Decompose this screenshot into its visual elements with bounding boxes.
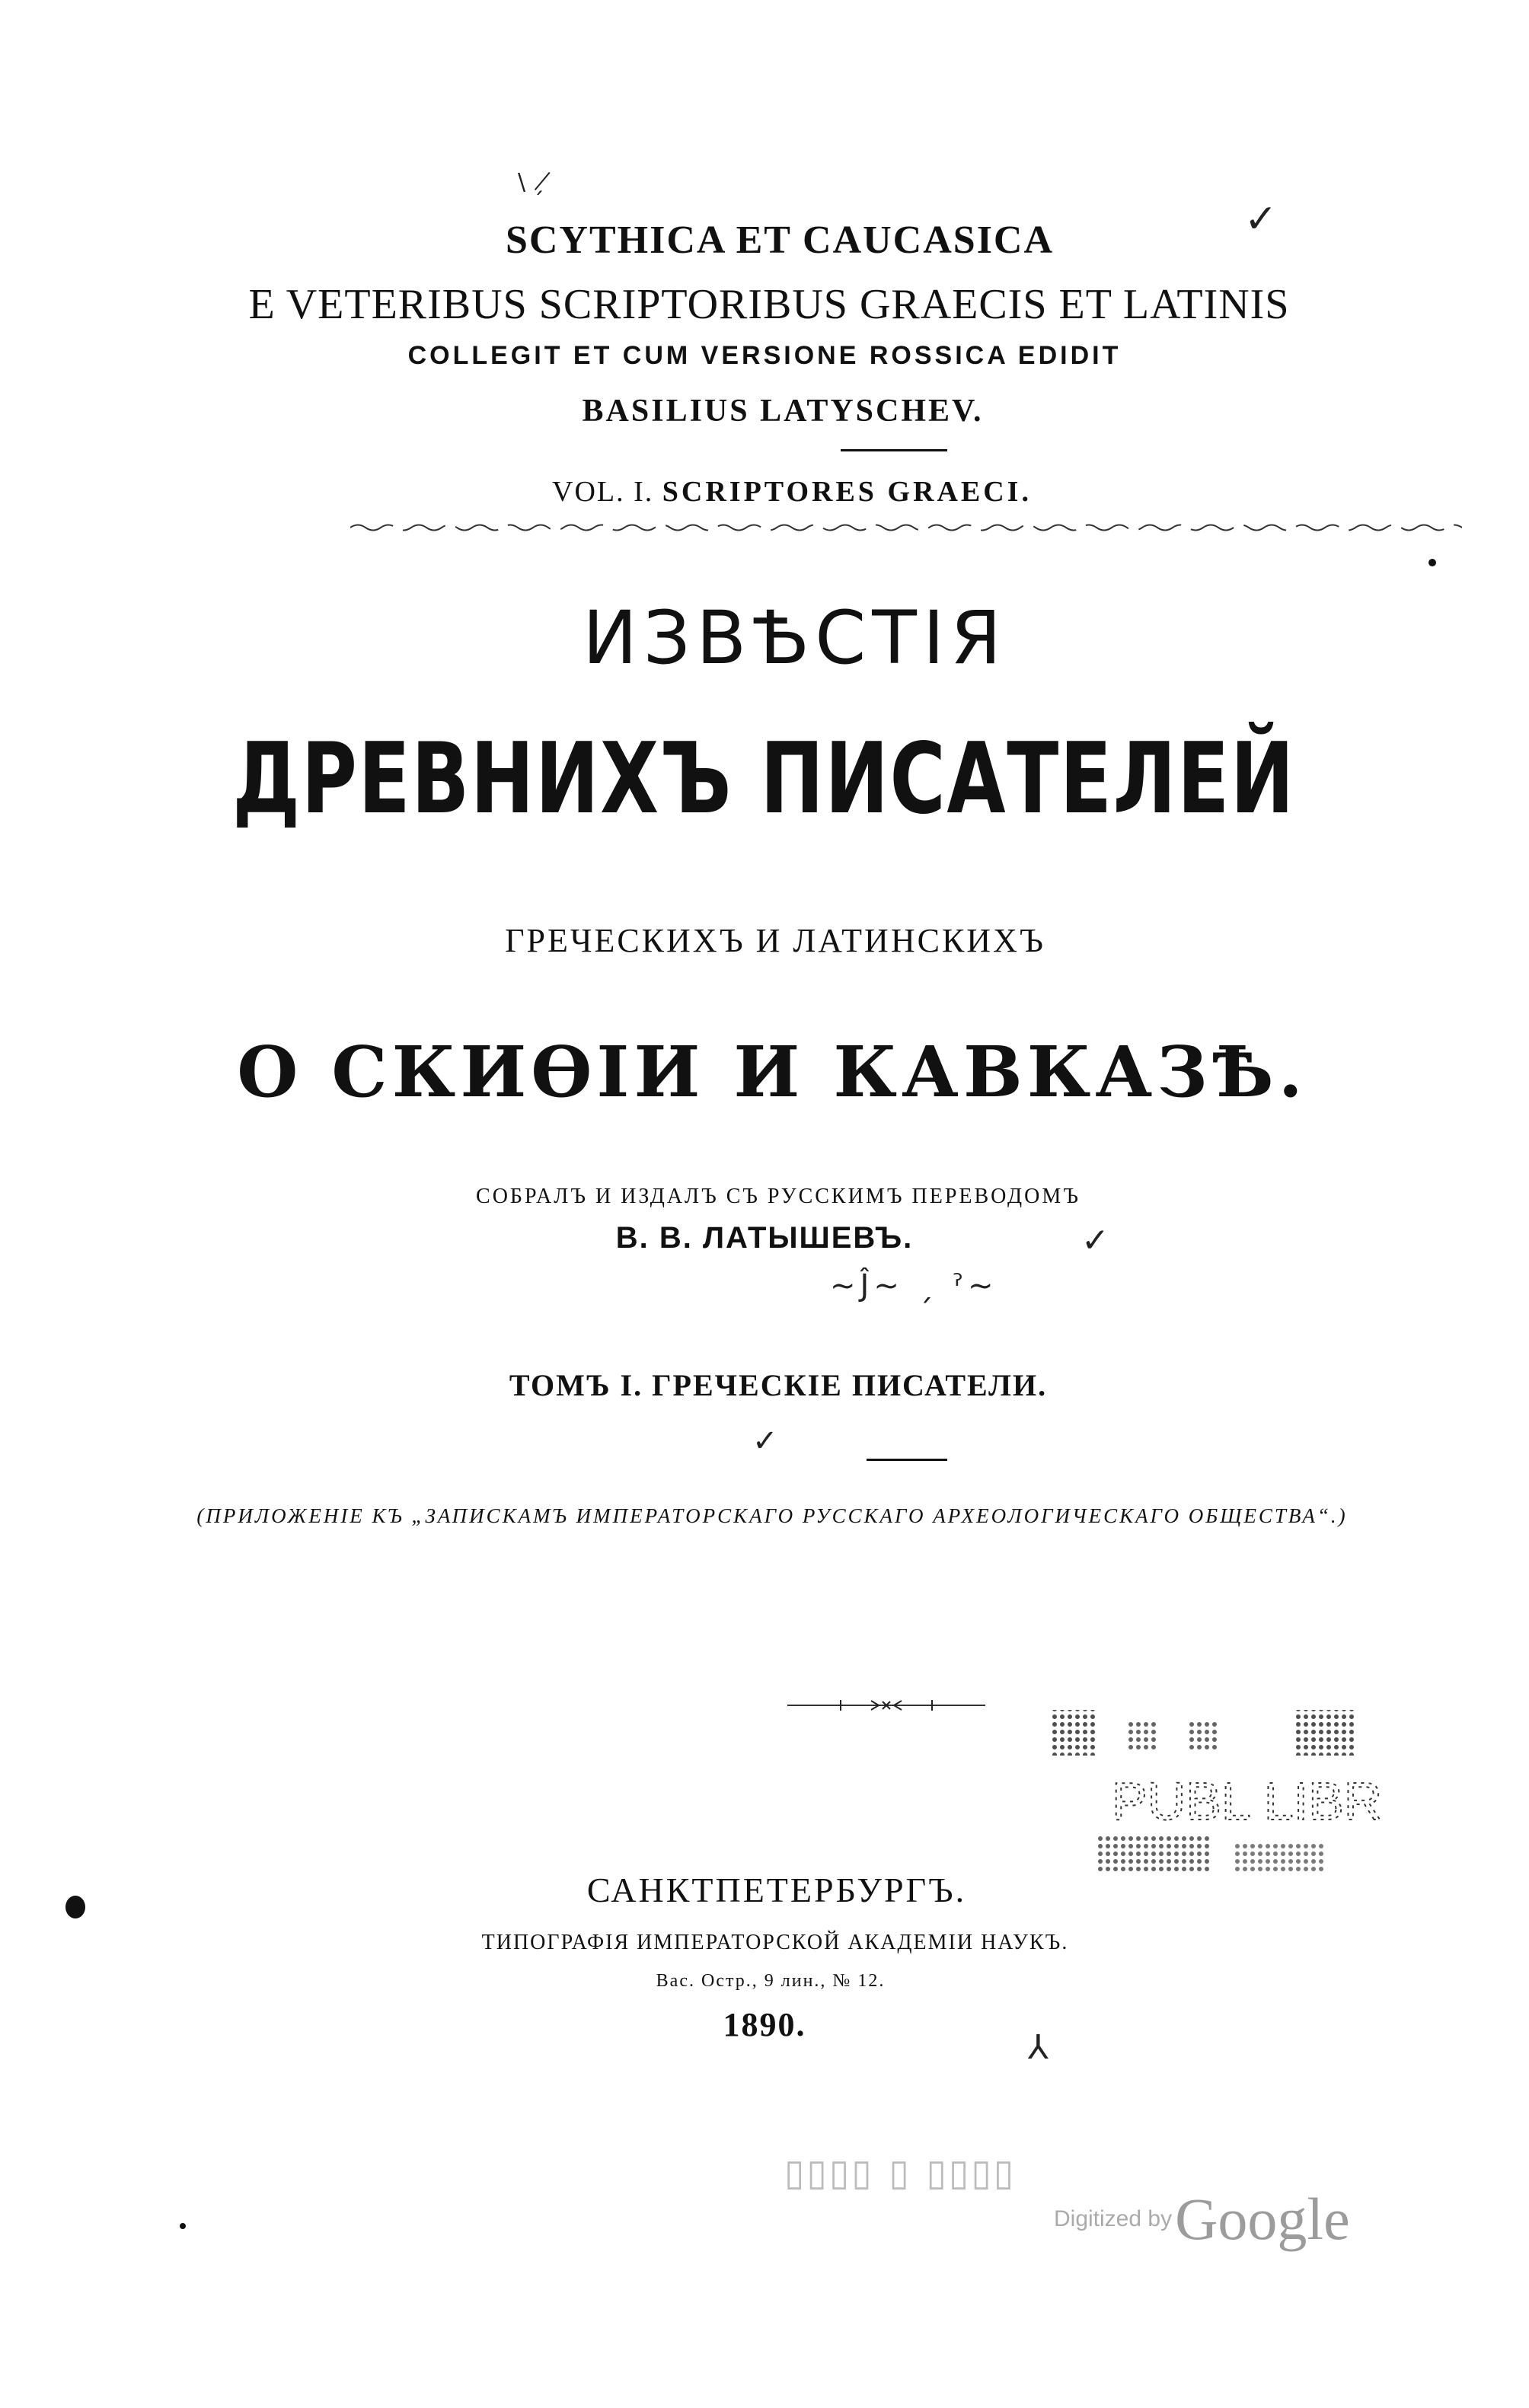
imprint-year: 1890.	[723, 2006, 806, 2043]
latin-volume-prefix: VOL. I.	[552, 476, 654, 508]
pen-dash-mark: \ ˏ ̸	[518, 169, 552, 196]
ink-blot	[65, 1896, 85, 1918]
short-rule	[867, 1459, 947, 1461]
pen-tick-mark: ✓	[1244, 196, 1278, 242]
russian-subtitle: ГРЕЧЕСКИХЪ И ЛАТИНСКИХЪ	[505, 922, 1045, 959]
russian-editor-line: СОБРАЛЪ И ИЗДАЛЪ СЪ РУССКИМЪ ПЕРЕВОДОМЪ	[476, 1185, 1081, 1208]
pen-scribble-mark: ~Ĵ~ ˏ ˀ~	[830, 1268, 998, 1303]
russian-author: В. В. ЛАТЫШЕВЪ.	[615, 1221, 914, 1255]
ornamental-divider	[787, 1698, 985, 1713]
perforated-library-stamp	[1043, 1705, 1393, 1880]
pen-tick-mark: ✓	[752, 1424, 778, 1459]
stamp-text: PUBL LIBR	[1112, 1772, 1383, 1831]
russian-supplement-note: (ПРИЛОЖЕНІЕ КЪ „ЗАПИСКАМЪ ИМПЕРАТОРСКАГО РУССКАГО АРХЕОЛОГИЧЕСКАГО ОБЩЕСТВА“.)	[196, 1504, 1348, 1527]
faint-ink-stamp: ▯▯▯▯ ▯ ▯▯▯▯	[784, 2151, 1017, 2194]
google-logo: Google	[1175, 2186, 1350, 2252]
wavy-divider	[350, 522, 1462, 533]
imprint-address: Вас. Остр., 9 лин., № 12.	[656, 1971, 886, 1991]
ink-dot	[1428, 559, 1436, 566]
russian-volume: ТОМЪ I. ГРЕЧЕСКІЕ ПИСАТЕЛИ.	[509, 1368, 1048, 1402]
pen-caret-mark: ⅄	[1028, 2028, 1049, 2067]
ink-dot	[180, 2223, 186, 2229]
latin-author: BASILIUS LATYSCHEV.	[582, 394, 984, 429]
latin-volume-name: SCRIPTORES GRAECI.	[662, 476, 1032, 508]
latin-title: SCYTHICA ET CAUCASICA	[505, 218, 1055, 262]
imprint-city: САНКТПЕТЕРБУРГЪ.	[586, 1871, 967, 1909]
russian-title-main: ДРЕВНИХЪ ПИСАТЕЛЕЙ	[232, 722, 1296, 836]
imprint-printer: ТИПОГРАФІЯ ИМПЕРАТОРСКОЙ АКАДЕМІИ НАУКЪ.	[481, 1931, 1069, 1954]
latin-editor-line: COLLEGIT ET CUM VERSIONE ROSSICA EDIDIT	[407, 341, 1122, 370]
pen-tick-mark: ✓	[1081, 1221, 1109, 1260]
google-digitization-watermark	[1054, 2185, 1350, 2253]
latin-subtitle: E VETERIBUS SCRIPTORIBUS GRAECIS ET LATINIS	[248, 281, 1290, 328]
short-rule	[841, 449, 947, 451]
digitized-by-label: Digitized by	[1054, 2206, 1173, 2231]
russian-title-izvestiya: ИЗВѢСТІЯ	[583, 595, 1007, 681]
russian-topic: О СКИѲІИ И КАВКАЗѢ.	[237, 1031, 1307, 1113]
latin-volume	[27, 477, 1529, 506]
